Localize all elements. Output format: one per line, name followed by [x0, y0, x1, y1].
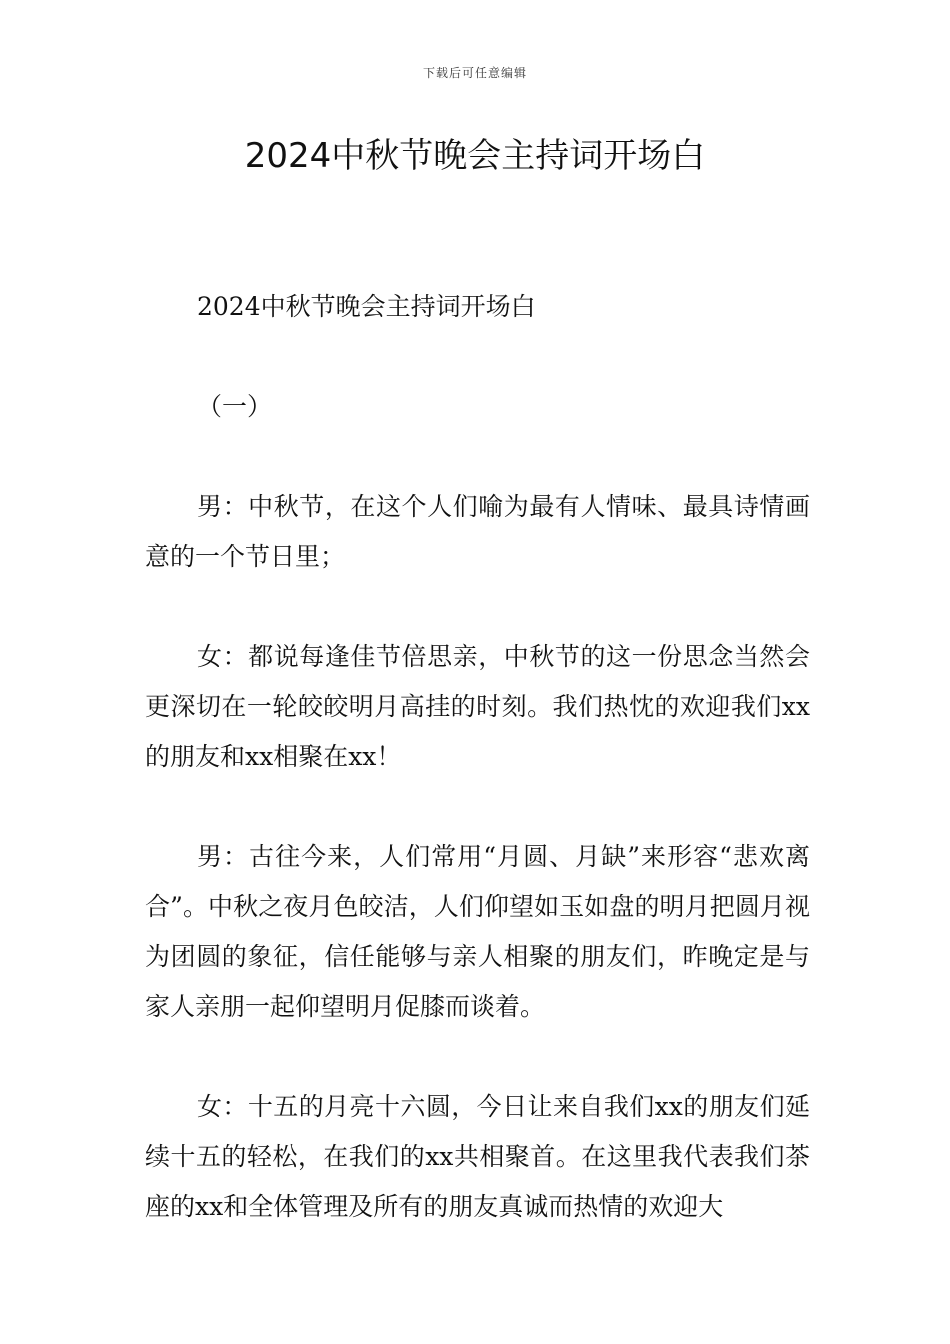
- section-mark: （一）: [197, 392, 273, 421]
- paragraph-male-2: 男：古往今来，人们常用“月圆、月缺”来形容“悲欢离合”。中秋之夜月色皎洁，人们仰望如玉如盘的明月把圆月视为团圆的象征，信任能够与亲人相聚的朋友们，昨晚定是与家人亲朋一起仰望明月促膝而谈着。: [145, 842, 810, 1021]
- paragraph-female-2: 女：十五的月亮十六圆，今日让来自我们xx的朋友们延续十五的轻松，在我们的xx共相聚首。在这里我代表我们茶座的xx和全体管理及所有的朋友真诚而热情的欢迎大: [145, 1092, 810, 1221]
- document-body: [145, 282, 810, 1282]
- header-note: 下载后可任意编辑: [422, 66, 527, 80]
- paragraph-female-1: 女：都说每逢佳节倍思亲，中秋节的这一份思念当然会更深切在一轮皎皎明月高挂的时刻。我们热忱的欢迎我们xx的朋友和xx相聚在xx！: [145, 642, 810, 771]
- document-title: 2024中秋节晚会主持词开场白: [244, 136, 706, 176]
- document-subtitle: 2024中秋节晚会主持词开场白: [197, 292, 536, 321]
- paragraph-male-1: 男：中秋节，在这个人们喻为最有人情味、最具诗情画意的一个节日里；: [145, 492, 810, 571]
